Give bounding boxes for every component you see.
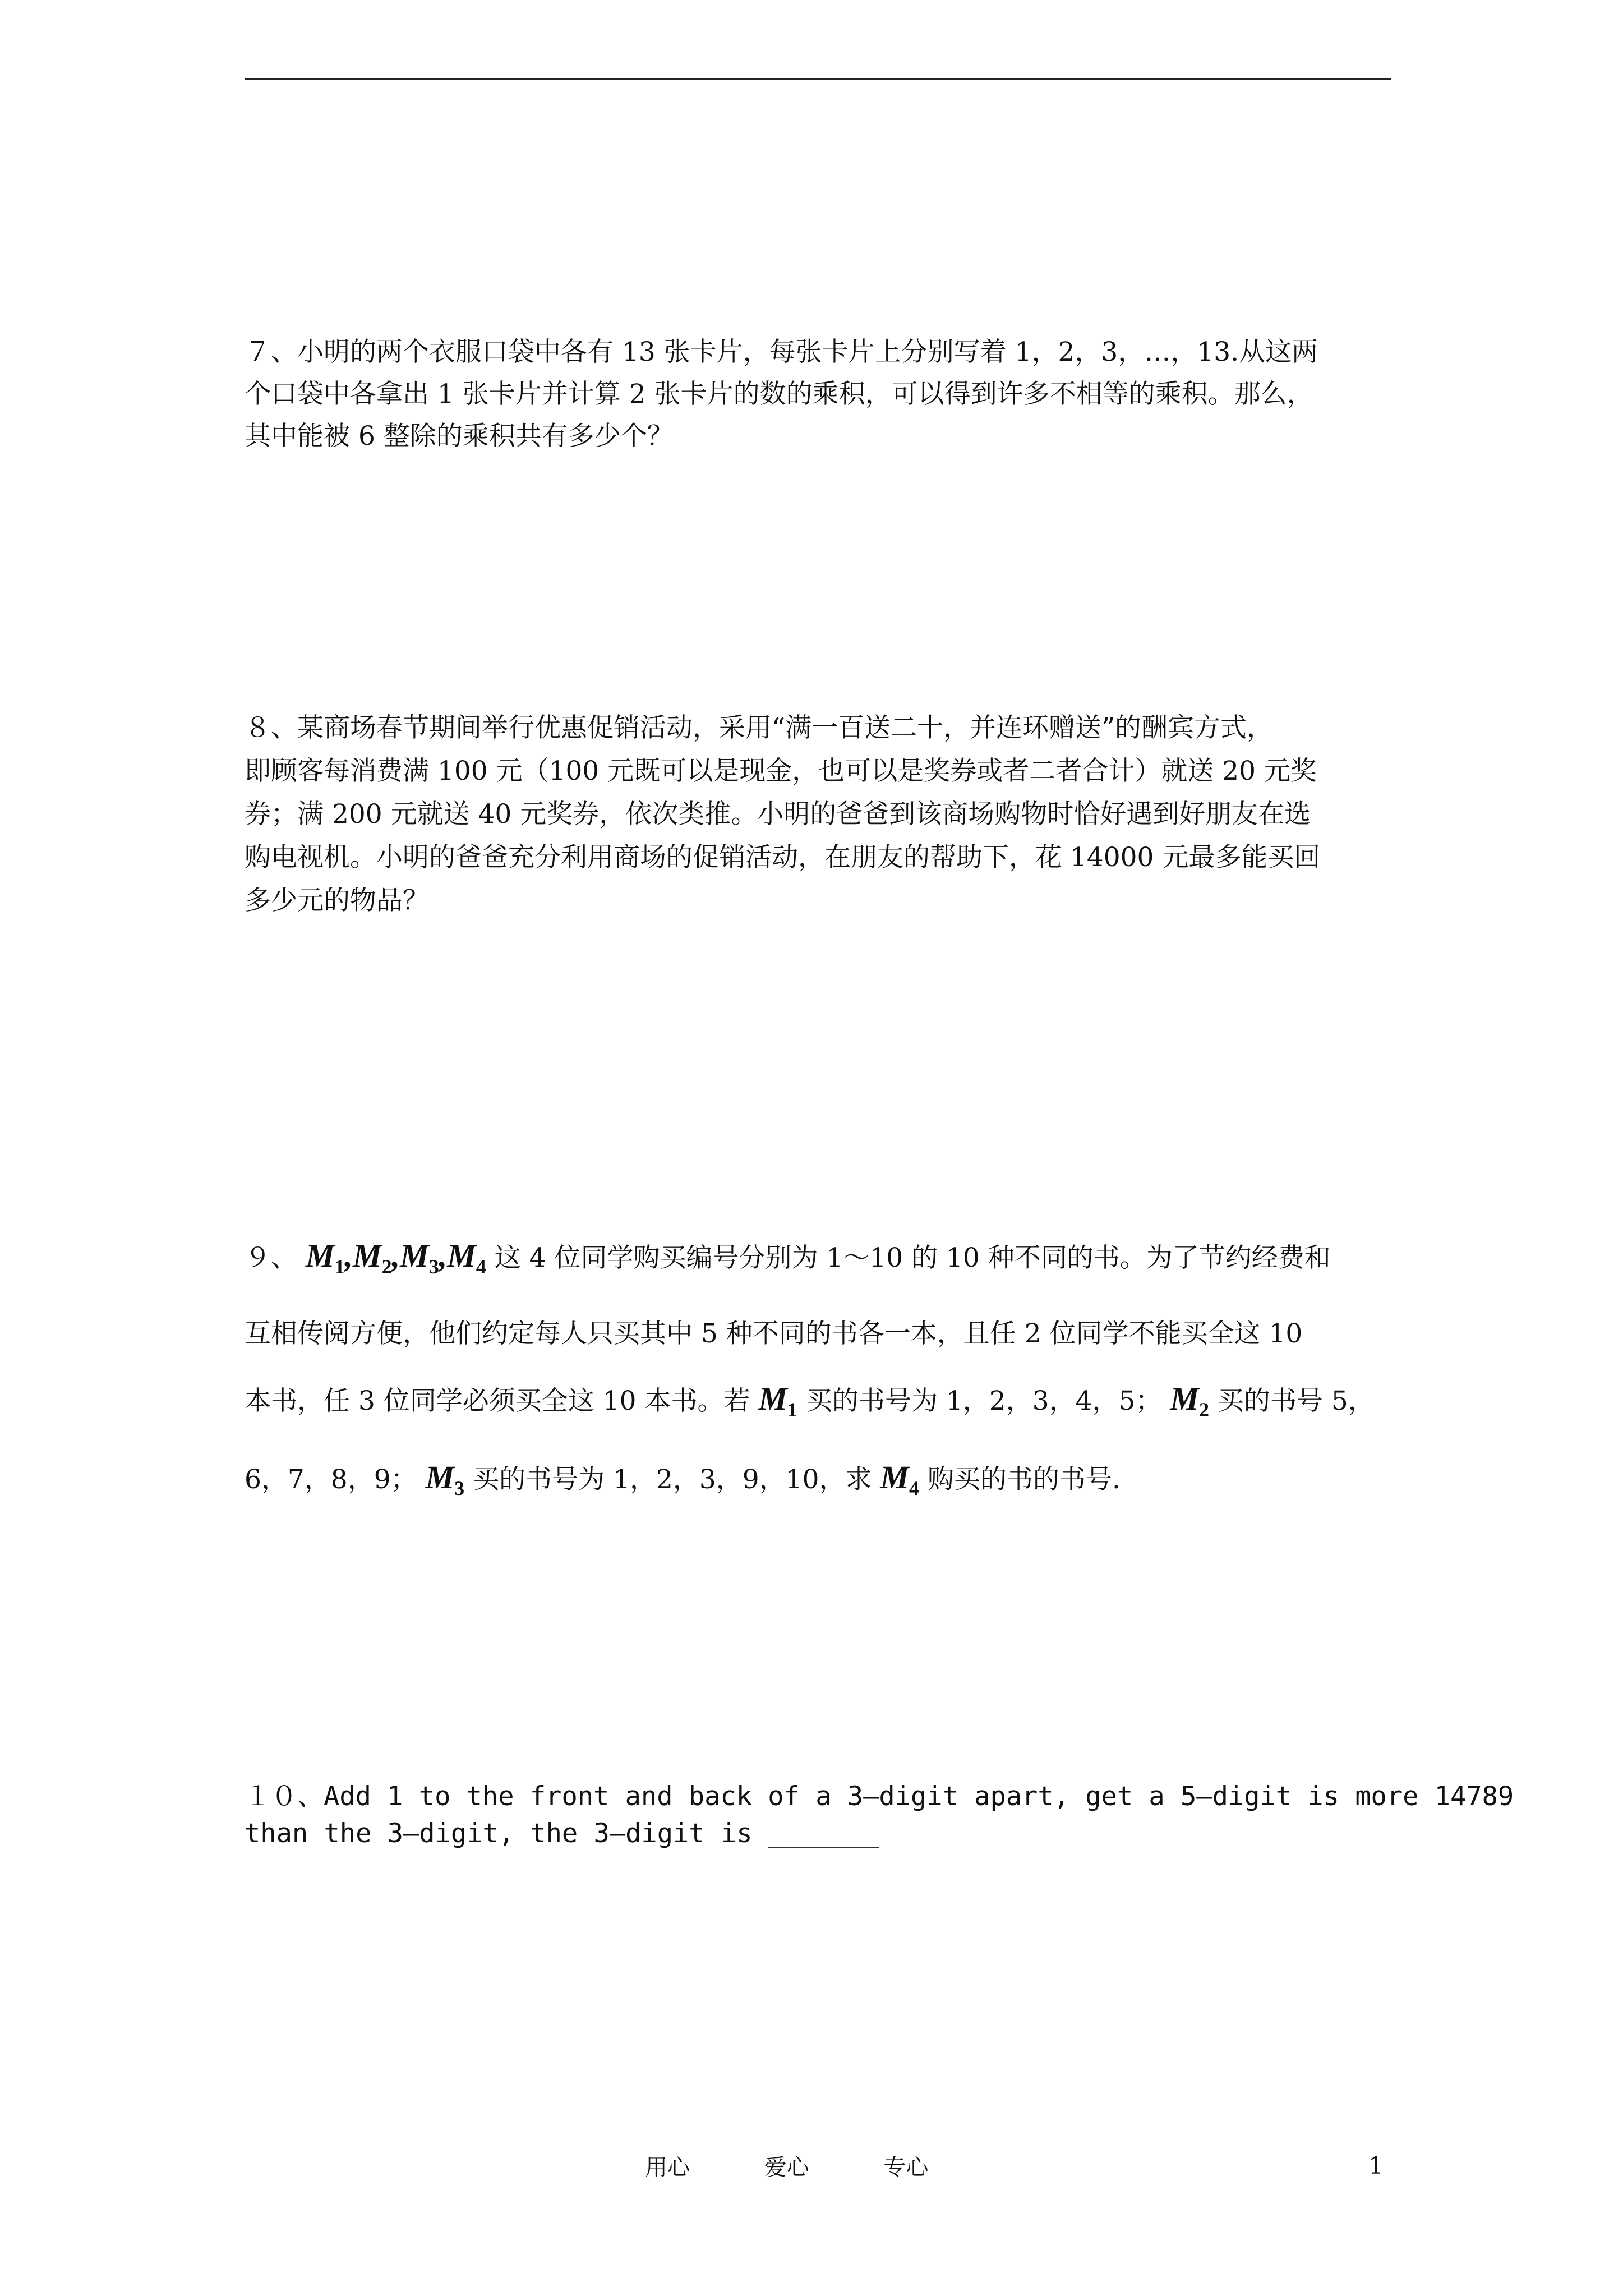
problem-9-line-4 bbox=[245, 1458, 1121, 1500]
footer-word: 爱心 bbox=[764, 2155, 809, 2180]
problem-9-line-2: 互相传阅方便，他们约定每人只买其中 5 种不同的书各一本，且任 2 位同学不能买全这 10 bbox=[245, 1318, 1303, 1349]
math-m1: $M_1$ bbox=[758, 1381, 797, 1421]
problem-8-line-1: ８、某商场春节期间举行优惠促销活动，采用“满一百送二十，并连环赠送”的酬宾方式， bbox=[245, 712, 1274, 743]
problem-10-line-2: than the 3—digit, the 3—digit is _______ bbox=[245, 1818, 879, 1849]
math-m3: $M_3$ bbox=[425, 1459, 465, 1499]
math-m2: $M_2$ bbox=[353, 1237, 392, 1278]
footer-motto bbox=[645, 2150, 995, 2182]
problem-9-line-4-c: 购买的书的书号. bbox=[927, 1464, 1121, 1495]
problem-7-line-2: 个口袋中各拿出 1 张卡片并计算 2 张卡片的数的乘积，可以得到许多不相等的乘积。那么， bbox=[245, 379, 1313, 409]
header-rule bbox=[245, 78, 1391, 80]
math-m1: $M_1$ bbox=[305, 1237, 345, 1278]
problem-9-line-3-c: 买的书号 5， bbox=[1217, 1386, 1375, 1416]
math-comma: , bbox=[344, 1237, 353, 1274]
math-comma: , bbox=[391, 1237, 400, 1274]
problem-9-line-3-a: 本书，任 3 位同学必须买全这 10 本书。若 bbox=[245, 1386, 750, 1416]
math-m4: $M_4$ bbox=[447, 1237, 486, 1278]
problem-9-line-1-text: 这 4 位同学购买编号分别为 1～10 的 10 种不同的书。为了节约经费和 bbox=[494, 1243, 1331, 1273]
problem-7-line-1: ７、小明的两个衣服口袋中各有 13 张卡片，每张卡片上分别写着 1，2，3，…，13.从这两 bbox=[245, 337, 1318, 367]
problem-9-line-3-b: 买的书号为 1，2，3，4，5； bbox=[805, 1386, 1162, 1416]
footer-word: 用心 bbox=[645, 2155, 690, 2180]
problem-8-line-5: 多少元的物品？ bbox=[245, 885, 429, 916]
footer-word: 专心 bbox=[883, 2155, 929, 2180]
math-comma: , bbox=[439, 1237, 448, 1274]
math-m3: $M_3$ bbox=[400, 1237, 439, 1278]
problem-9-line-1 bbox=[245, 1237, 1331, 1278]
problem-8-line-2: 即顾客每消费满 100 元（100 元既可以是现金，也可以是奖券或者二者合计）就送 20 元奖 bbox=[245, 756, 1317, 786]
problem-7-line-3: 其中能被 6 整除的乘积共有多少个？ bbox=[245, 421, 674, 452]
problem-9-number: ９、 bbox=[245, 1243, 297, 1273]
problem-9-line-3 bbox=[245, 1380, 1375, 1421]
problem-10-line-1: １０、Add 1 to the front and back of a 3—digit apart, get a 5—digit is more 14789 bbox=[245, 1781, 1514, 1812]
math-m4: $M_4$ bbox=[880, 1459, 919, 1499]
page-number: 1 bbox=[1368, 2152, 1384, 2179]
problem-8-line-4: 购电视机。小明的爸爸充分利用商场的促销活动，在朋友的帮助下，花 14000 元最多能买回 bbox=[245, 842, 1321, 873]
problem-9-line-4-b: 买的书号为 1，2，3，9，10，求 bbox=[473, 1464, 872, 1495]
problem-8-line-3: 券；满 200 元就送 40 元奖券，依次类推。小明的爸爸到该商场购物时恰好遇到好朋友在选 bbox=[245, 799, 1311, 830]
problem-9-line-4-a: 6，7，8，9； bbox=[245, 1464, 417, 1495]
math-m2: $M_2$ bbox=[1170, 1381, 1209, 1421]
